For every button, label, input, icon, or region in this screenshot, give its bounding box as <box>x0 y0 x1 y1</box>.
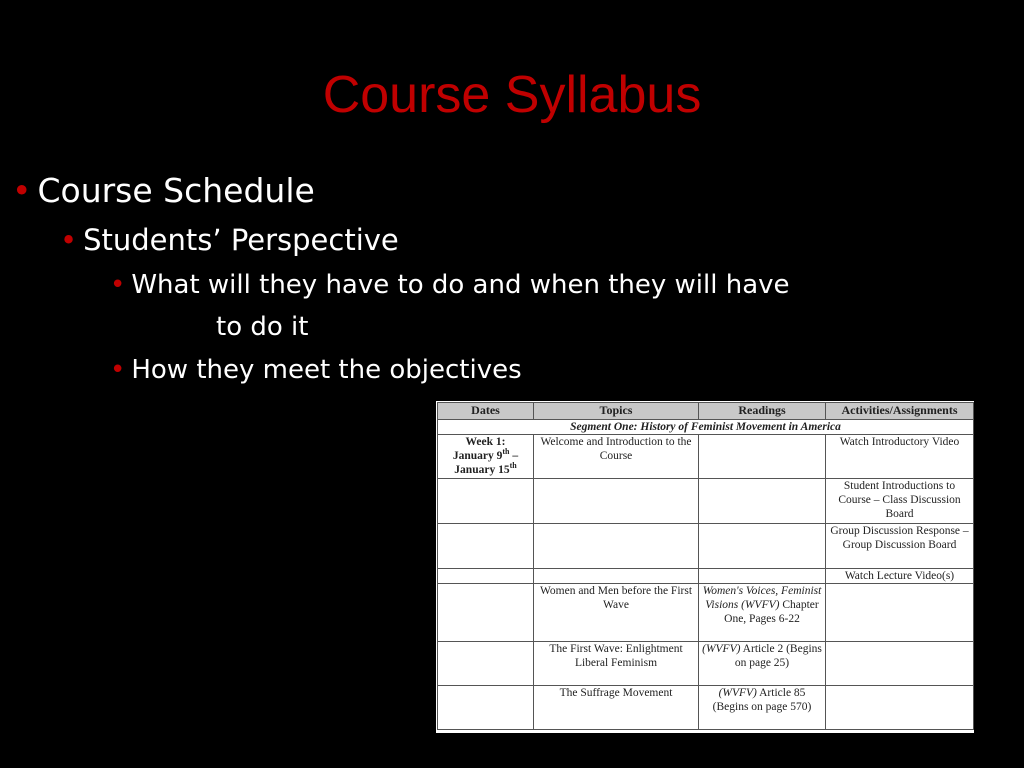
date-cell <box>438 569 534 584</box>
table-row <box>438 479 974 524</box>
reading-pages: Article 2 (Begins on page 25) <box>734 643 822 669</box>
table-row <box>438 686 974 730</box>
bullet-what-will-they-do-continued: to do it <box>216 312 309 342</box>
reading-cell <box>699 435 826 479</box>
topic-cell <box>534 479 699 524</box>
activity-cell: Group Discussion Response – Group Discussion Board <box>826 524 974 569</box>
week-end-date: January 15th <box>454 461 517 476</box>
bullet-dot-icon: • <box>12 171 32 210</box>
bullet-text: Students’ Perspective <box>83 223 399 257</box>
date-cell <box>438 479 534 524</box>
activity-cell <box>826 584 974 642</box>
bullet-dot-icon: • <box>110 270 126 300</box>
activity-cell: Student Introductions to Course – Class Discussion Board <box>826 479 974 524</box>
reading-title: (WVFV) <box>718 687 757 699</box>
topic-cell: The First Wave: Enlightment Liberal Feminism <box>534 642 699 686</box>
segment-title: Segment One: History of Feminist Movement in America <box>438 420 974 435</box>
table-row <box>438 435 974 479</box>
week-label: Week 1: <box>465 436 506 448</box>
reading-pages: Article 85 (Begins on page 570) <box>712 687 812 713</box>
column-header-dates: Dates <box>438 403 534 420</box>
reading-cell <box>699 479 826 524</box>
reading-title: (WVFV) <box>702 643 741 655</box>
bullet-students-perspective <box>60 220 399 260</box>
date-cell <box>438 642 534 686</box>
reading-cell <box>699 569 826 584</box>
activity-cell <box>826 642 974 686</box>
slide-title: Course Syllabus <box>322 66 702 124</box>
reading-cell <box>699 584 826 642</box>
topic-cell <box>534 524 699 569</box>
bullet-text: How they meet the objectives <box>131 355 522 385</box>
date-cell <box>438 584 534 642</box>
date-cell <box>438 686 534 730</box>
column-header-topics: Topics <box>534 403 699 420</box>
bullet-dot-icon: • <box>60 223 78 257</box>
column-header-readings: Readings <box>699 403 826 420</box>
bullet-what-will-they-do <box>110 266 790 304</box>
topic-cell: Welcome and Introduction to the Course <box>534 435 699 479</box>
date-cell <box>438 524 534 569</box>
schedule-table <box>437 402 974 730</box>
table-row <box>438 642 974 686</box>
schedule-table-image <box>436 401 974 733</box>
topic-cell <box>534 569 699 584</box>
reading-cell <box>699 524 826 569</box>
table-row <box>438 569 974 584</box>
bullet-text: Course Schedule <box>37 171 315 210</box>
activity-cell: Watch Introductory Video <box>826 435 974 479</box>
table-header-row <box>438 403 974 420</box>
week-1-dates <box>438 435 534 479</box>
bullet-dot-icon: • <box>110 355 126 385</box>
week-start-date: January 9th – <box>452 447 519 462</box>
reading-title: Women's Voices, Feminist Visions (WVFV) <box>702 585 822 611</box>
activity-cell <box>826 686 974 730</box>
table-row <box>438 524 974 569</box>
reading-pages: Chapter One, Pages 6-22 <box>724 599 819 625</box>
topic-cell: The Suffrage Movement <box>534 686 699 730</box>
topic-cell: Women and Men before the First Wave <box>534 584 699 642</box>
table-row <box>438 584 974 642</box>
segment-row <box>438 420 974 435</box>
activity-cell: Watch Lecture Video(s) <box>826 569 974 584</box>
reading-cell <box>699 686 826 730</box>
bullet-text: What will they have to do and when they will have <box>131 270 790 300</box>
bullet-how-they-meet-objectives <box>110 351 522 389</box>
column-header-activities: Activities/Assignments <box>826 403 974 420</box>
reading-cell <box>699 642 826 686</box>
bullet-course-schedule <box>12 168 315 214</box>
